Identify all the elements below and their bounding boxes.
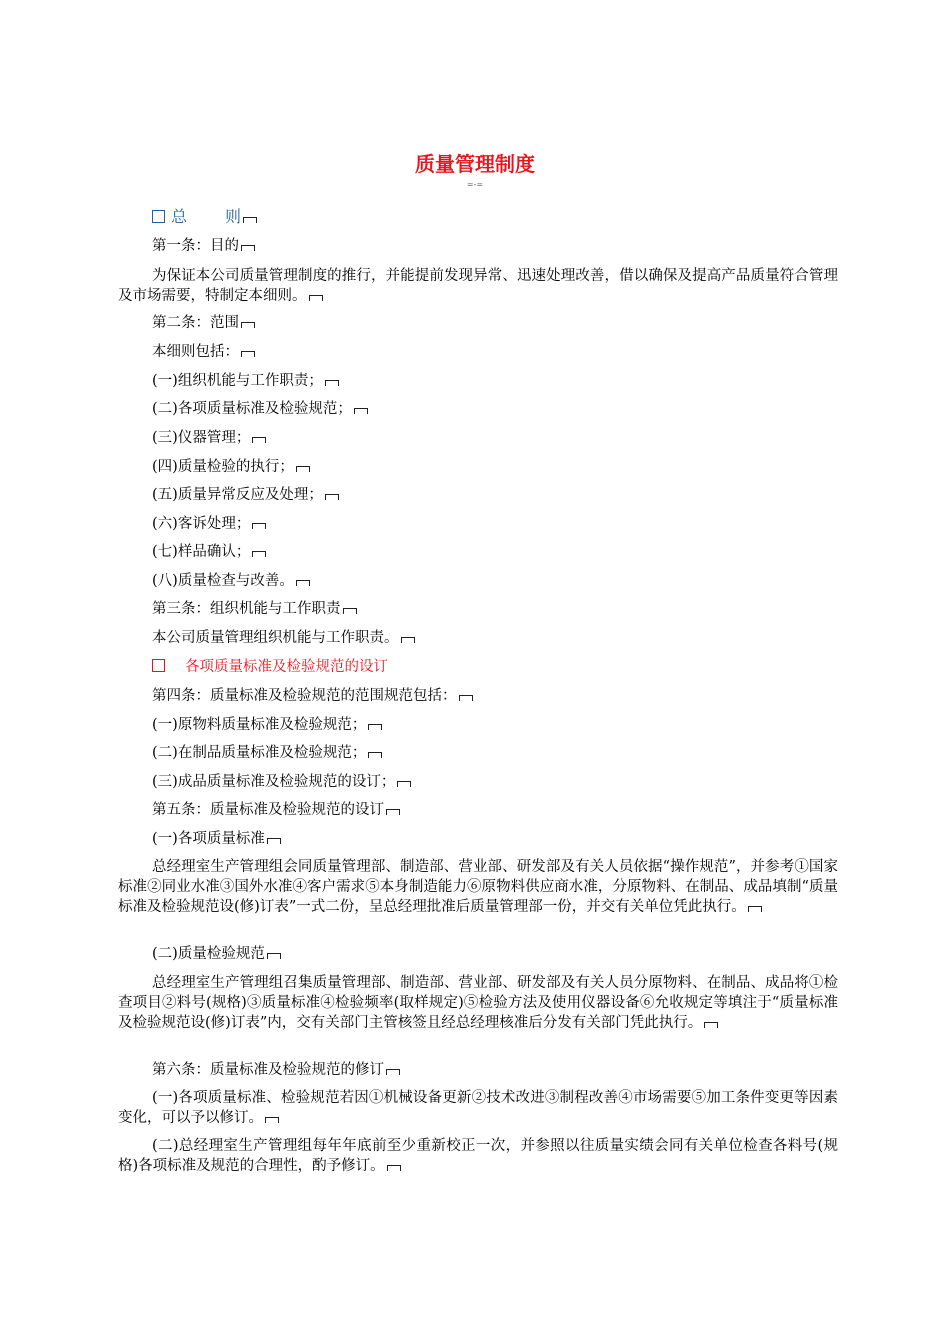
- return-mark-icon: [241, 351, 255, 357]
- return-mark-icon: [296, 466, 310, 472]
- article-6-heading: 第六条：质量标准及检验规范的修订: [152, 1060, 400, 1080]
- box-icon: [152, 210, 165, 223]
- return-mark-icon: [368, 752, 382, 758]
- article-1-heading: 第一条：目的: [152, 236, 255, 256]
- list-item: (一)原物料质量标准及检验规范；: [152, 715, 382, 735]
- return-mark-icon: [748, 906, 762, 912]
- article-3-text: 本公司质量管理组织机能与工作职责。: [152, 628, 415, 648]
- return-mark-icon: [459, 695, 473, 701]
- return-mark-icon: [401, 637, 415, 643]
- section-general-suffix: 则: [225, 207, 242, 226]
- list-item: (二)各项质量标准及检验规范；: [152, 399, 368, 419]
- list-item: (一)组织机能与工作职责；: [152, 371, 339, 391]
- page-title: 质量管理制度: [415, 152, 535, 176]
- list-item: (二)在制品质量标准及检验规范；: [152, 743, 382, 763]
- article-6-sub-1-text: (一)各项质量标准、检验规范若因①机械设备更新②技术改进③制程改善④市场需要⑤加工条件变更等因素变化，可以予以修订。: [118, 1090, 838, 1126]
- return-mark-icon: [241, 245, 255, 251]
- return-mark-icon: [368, 724, 382, 730]
- return-mark-icon: [704, 1022, 718, 1028]
- return-mark-icon: [386, 809, 400, 815]
- list-item: (三)成品质量标准及检验规范的设订；: [152, 772, 411, 792]
- article-3-heading: 第三条：组织机能与工作职责: [152, 599, 357, 619]
- return-mark-icon: [252, 523, 266, 529]
- list-item: (五)质量异常反应及处理；: [152, 485, 339, 505]
- article-5-heading: 第五条：质量标准及检验规范的设订: [152, 800, 400, 820]
- return-mark-icon: [252, 437, 266, 443]
- return-mark-icon: [387, 1165, 401, 1171]
- return-mark-icon: [267, 838, 281, 844]
- return-mark-icon: [252, 551, 266, 557]
- return-mark-icon: [343, 608, 357, 614]
- article-4-heading: 第四条：质量标准及检验规范的范围规范包括：: [152, 686, 473, 706]
- list-item: (三)仪器管理；: [152, 428, 266, 448]
- return-mark-icon: [296, 580, 310, 586]
- return-mark-icon: [397, 781, 411, 787]
- section-general-prefix: 总: [171, 207, 188, 226]
- article-2-heading: 第二条：范围: [152, 313, 255, 333]
- list-item: (六)客诉处理；: [152, 514, 266, 534]
- box-icon: [152, 659, 165, 672]
- return-mark-icon: [325, 380, 339, 386]
- return-mark-icon: [325, 494, 339, 500]
- article-5-sub-2: (二)质量检验规范: [152, 944, 281, 964]
- article-2-intro: 本细则包括：: [152, 342, 255, 362]
- section-heading-standards: [152, 657, 388, 677]
- list-item: (八)质量检查与改善。: [152, 571, 310, 591]
- section-heading-general: [152, 206, 257, 228]
- return-mark-icon: [265, 1117, 279, 1123]
- article-1-text: 为保证本公司质量管理制度的推行，并能提前发现异常、迅速处理改善，借以确保及提高产品质量符合管理及市场需要，特制定本细则。: [118, 268, 838, 304]
- article-5-sub-1: (一)各项质量标准: [152, 829, 281, 849]
- return-mark-icon: [309, 295, 323, 301]
- section-standards-label: 各项质量标准及检验规范的设订: [185, 659, 388, 675]
- list-item: (四)质量检验的执行；: [152, 457, 310, 477]
- article-6-sub-2-text: (二)总经理室生产管理组每年年底前至少重新校正一次，并参照以往质量实绩会同有关单位检查各料号(规格)各项标准及规范的合理性，酌予修订。: [118, 1138, 838, 1174]
- article-5-sub-2-text: 总经理室生产管理组召集质量管理部、制造部、营业部、研发部及有关人员分原物料、在制品、成品将①检查项目②料号(规格)③质量标准④检验频率(取样规定)⑤检验方法及使用仪器设备⑥允收规定等填注于“质量标准及检验规范设(修)订表”内，交有关部门主管核签且经总经理核准后分发有关部门凭此执行。: [118, 975, 838, 1031]
- return-mark-icon: [267, 953, 281, 959]
- return-mark-icon: [354, 408, 368, 414]
- return-mark-icon: [243, 217, 257, 223]
- return-mark-icon: [386, 1069, 400, 1075]
- title-mark: =-=: [466, 180, 484, 189]
- return-mark-icon: [241, 322, 255, 328]
- list-item: (七)样品确认；: [152, 542, 266, 562]
- article-5-sub-1-text: 总经理室生产管理组会同质量管理部、制造部、营业部、研发部及有关人员依据“操作规范”，并参考①国家标准②同业水准③国外水准④客户需求⑤本身制造能力⑥原物料供应商水准，分原物料、在制品、成品填制“质量标准及检验规范设(修)订表”一式二份，呈总经理批准后质量管理部一份，并交有关单位凭此执行。: [118, 859, 838, 915]
